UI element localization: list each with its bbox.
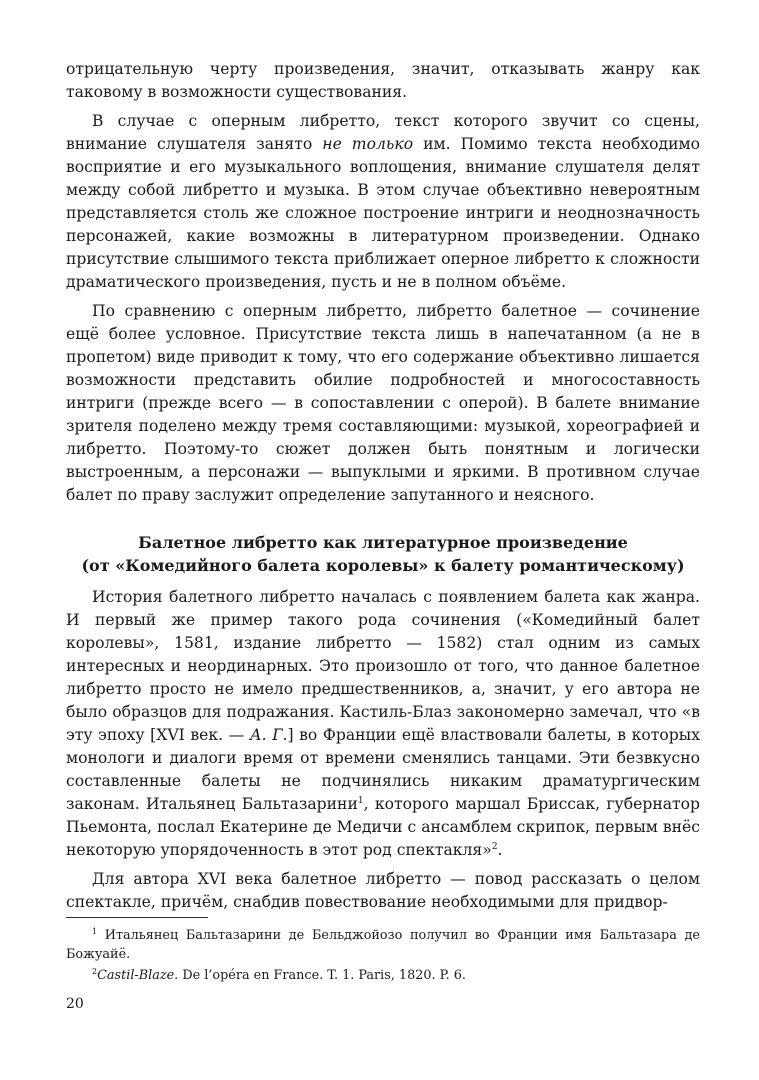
paragraph-2 <box>66 110 700 294</box>
footnote-ref-2[interactable]: 2 <box>491 842 498 852</box>
p2-emphasis: не только <box>322 135 414 153</box>
page-number: 20 <box>66 996 84 1012</box>
footnote-ref-1[interactable]: 1 <box>357 796 364 806</box>
p4-text-a: История балетного либретто началась с появлением балета как жанра. И первый же пример такого рода сочинения («Комедийный балет королевы», 1581, издание либретто — 1582) стал одним из самых интересных и неординарных. Это произошло от того, что данное балетное либретто просто не имело предшественников, а, значит, у его автора не было образцов для подражания. Кастиль-Блаз закономерно замечал, что «в эту эпоху [XVI век. — <box>66 588 700 744</box>
footnote-2 <box>66 966 700 985</box>
footnote-1-number: 1 <box>92 927 98 936</box>
heading-line-2: (от «Комедийного балета королевы» к балету романтическому) <box>81 556 685 575</box>
footnote-1-text: Итальянец Бальтазарини де Бельджойозо получил во Франции имя Бальтазара де Божуайё. <box>66 928 700 962</box>
p4-text-c: , которого маршал Бриссак, губернатор Пьемонта, послал Екатерине де Медичи с ансамблем скрипок, первым внёс некоторую упорядоченность в этот род спектакля» <box>66 795 701 859</box>
p4-emphasis: А. Г. <box>249 726 288 744</box>
footnote-2-author: Castil-Blaze. <box>97 968 179 983</box>
paragraph-3: По сравнению с оперным либретто, либретто балетное — сочинение ещё более условное. Присутствие текста лишь в напечатанном (а не в пропетом) виде приводит к тому, что его содержание объективно лишается возможности представить обилие подробностей и многосоставность интриги (прежде всего — в сопоставлении с оперой). В балете внимание зрителя поделено между тремя составляющими: музыкой, хореографией и либретто. Поэтому-то сюжет должен быть понятным и логически выстроенным, а персонажи — выпуклыми и яркими. В противном случае балет по праву заслужит определение запутанного и неясного. <box>66 302 700 504</box>
p2-text-b: им. Помимо текста необходимо восприятие и его музыкального воплощения, внимание слушателя делят между собой либретто и музыка. В этом случае объективно невероятным представляется столь же сложное построение интриги и неоднозначность персонажей, какие возможны в литературном произведении. Однако присутствие слышимого текста приближает оперное либретто к сложности драматического произведения, пусть и не в полном объёме. <box>66 135 700 291</box>
footnote-2-text: De l’opéra en France. T. 1. Paris, 1820. P. 6. <box>178 968 466 983</box>
p4-text-b: ] во Франции ещё властвовали балеты, в которых монологи и диалоги время от времени сменялись танцами. Эти безвкусно составленные балеты не подчинялись никаким драматургическим законам. Итальянец Бальтазарини <box>66 726 700 813</box>
p4-text-d: . <box>497 841 503 859</box>
footnote-2-number: 2 <box>92 967 98 976</box>
page-content <box>66 58 700 920</box>
paragraph-1: отрицательную черту произведения, значит, отказывать жанру как таковому в возможности существования. <box>66 60 700 101</box>
footnote-divider <box>66 917 208 918</box>
p2-text-a: В случае с оперным либретто, текст которого звучит со сцены, внимание слушателя занято <box>66 112 700 153</box>
footnote-1 <box>66 926 700 964</box>
section-heading <box>66 531 700 577</box>
paragraph-5: Для автора XVI века балетное либретто — повод рассказать о целом спектакле, причём, снабдив повествование необходимыми для придвор- <box>66 870 700 911</box>
heading-line-1: Балетное либретто как литературное произведение <box>138 533 628 552</box>
paragraph-4 <box>66 586 700 862</box>
